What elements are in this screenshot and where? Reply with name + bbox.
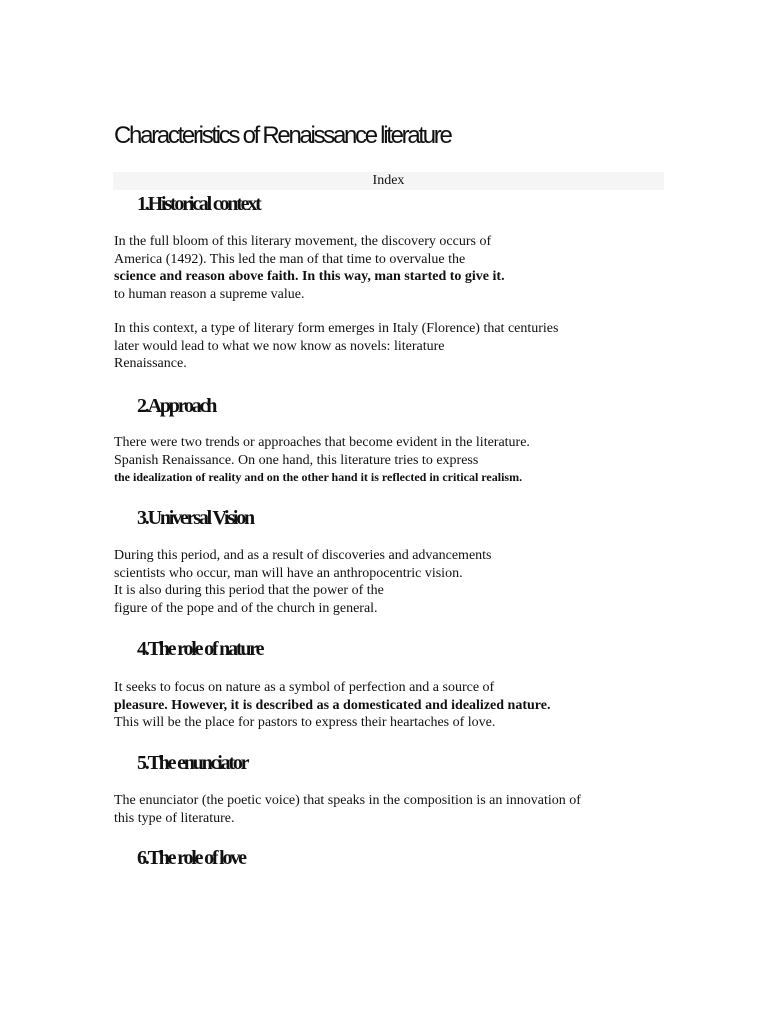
section-heading-role-of-love: 6.The role of love — [137, 847, 245, 869]
section-heading-enunciator: 5.The enunciator — [137, 752, 248, 774]
text-line: Spanish Renaissance. On one hand, this literature tries to express — [114, 452, 479, 468]
section-heading-approach: 2.Approach — [137, 395, 216, 417]
text-line: During this period, and as a result of discoveries and advancements — [114, 548, 492, 563]
text-line: the idealization of reality and on the other hand it is reflected in critical realism. — [114, 470, 523, 484]
text-line: scientists who occur, man will have an anthropocentric vision. — [114, 565, 463, 581]
text-line: to human reason a supreme value. — [114, 286, 305, 302]
paragraph — [114, 233, 505, 303]
section-heading-universal-vision: 3.Universal Vision — [137, 507, 253, 529]
text-line: science and reason above faith. In this way, man started to give it. — [114, 269, 505, 284]
paragraph — [114, 434, 530, 487]
text-line: There were two trends or approaches that become evident in the literature. — [114, 435, 530, 450]
paragraph — [114, 320, 558, 373]
paragraph — [114, 792, 581, 827]
text-line: Renaissance. — [114, 356, 187, 371]
section-heading-role-of-nature: 4.The role of nature — [137, 638, 263, 660]
text-line: later would lead to what we now know as novels: literature — [114, 338, 445, 354]
document-title: Characteristics of Renaissance literature — [114, 122, 451, 149]
paragraph — [114, 547, 492, 617]
text-line: this type of literature. — [114, 810, 235, 826]
text-line: The enunciator (the poetic voice) that speaks in the composition is an innovation of — [114, 793, 581, 808]
text-line: It is also during this period that the power of the — [114, 583, 384, 598]
section-heading-historical-context: 1.Historical context — [137, 193, 260, 215]
text-line: America (1492). This led the man of that time to overvalue the — [114, 251, 466, 267]
index-bar[interactable]: Index — [113, 172, 664, 190]
text-line: In the full bloom of this literary movement, the discovery occurs of — [114, 234, 492, 249]
text-line: figure of the pope and of the church in general. — [114, 600, 378, 616]
text-line: It seeks to focus on nature as a symbol of perfection and a source of — [114, 680, 495, 695]
paragraph — [114, 679, 550, 732]
text-line: In this context, a type of literary form emerges in Italy (Florence) that centuries — [114, 321, 559, 336]
text-line: This will be the place for pastors to express their heartaches of love. — [114, 715, 496, 730]
text-line: pleasure. However, it is described as a domesticated and idealized nature. — [114, 697, 551, 713]
